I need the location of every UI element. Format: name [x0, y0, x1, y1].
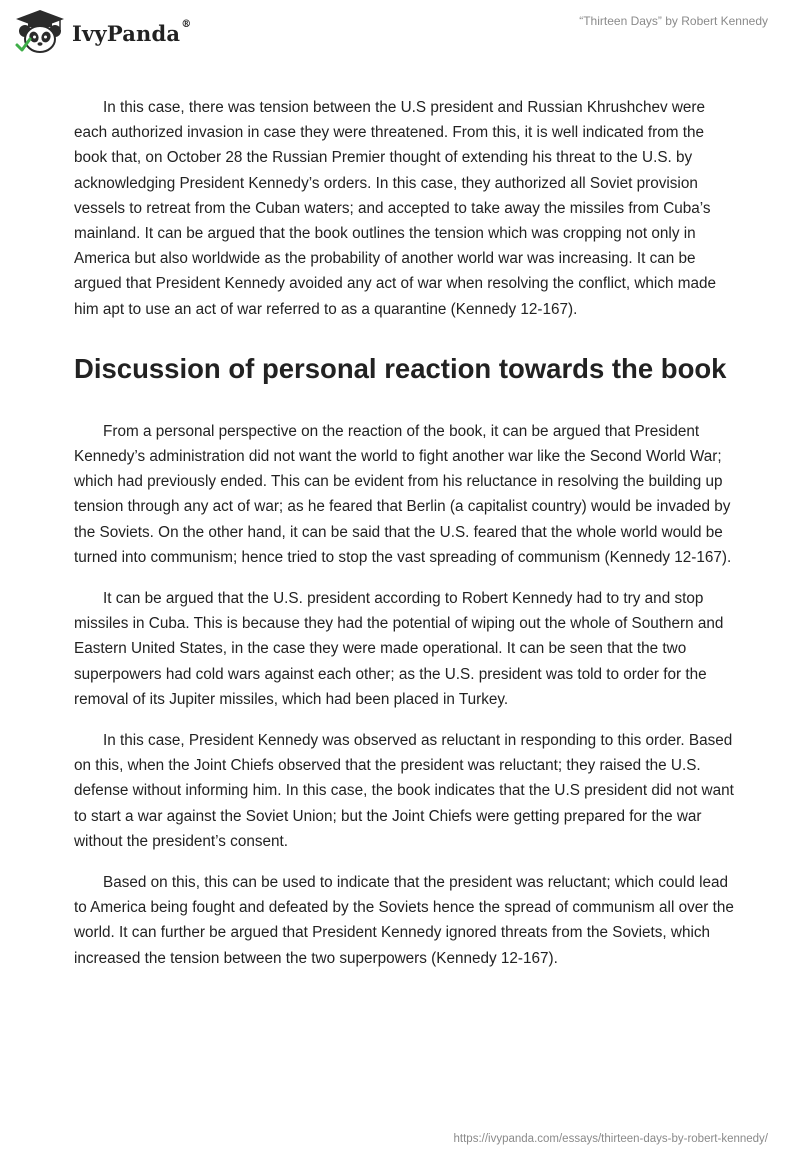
section-heading: Discussion of personal reaction towards the book	[74, 352, 727, 384]
source-url[interactable]: https://ivypanda.com/essays/thirteen-days-by-robert-kennedy/	[453, 1133, 768, 1145]
paragraph: It can be argued that the U.S. president according to Robert Kennedy had to try and stop missiles in Cuba. This is because they had the potential of wiping out the whole of Southern and Eastern United States, in the case they were made operational. It can be seen that the two superpowers had cold wars against each other; as the U.S. president was told to order for the removal of its Jupiter missiles, which had been placed in Turkey.	[74, 590, 724, 708]
paragraph: Based on this, this can be used to indicate that the president was reluctant; which could lead to America being fought and defeated by the Soviets hence the spread of communism all over the world. It can further be argued that President Kennedy ignored threats from the Soviets, which increased the tension between the two superpowers (Kennedy 12-167).	[74, 874, 734, 967]
page-header	[0, 0, 800, 70]
paragraph: In this case, President Kennedy was observed as reluctant in responding to this order. Based on this, when the Joint Chiefs observed that the president was reluctant; they raised the U.S. defense without informing him. In this case, the book indicates that the U.S president did not want to start a war against the Soviet Union; but the Joint Chiefs were getting prepared for the war without the president’s consent.	[74, 732, 734, 850]
panda-graduate-icon	[14, 9, 66, 55]
brand-name: IvyPanda®	[72, 18, 192, 46]
ivypanda-logo[interactable]	[14, 9, 191, 55]
document-title: “Thirteen Days” by Robert Kennedy	[579, 14, 768, 28]
paragraph: From a personal perspective on the reaction of the book, it can be argued that President Kennedy’s administration did not want the world to fight another war like the Second World War; which had previously ended. This can be evident from his reluctance in resolving the building up tension through any act of war; as he feared that Berlin (a capitalist country) would be invaded by the Soviets. On the other hand, it can be said that the U.S. feared that the whole world would be turned into communism; hence tried to stop the vast spreading of communism (Kennedy 12-167).	[74, 422, 732, 566]
essay-body	[74, 95, 734, 987]
paragraph: In this case, there was tension between the U.S president and Russian Khrushchev were each authorized invasion in case they were threatened. From this, it is well indicated from the book that, on October 28 the Russian Premier thought of extending his threat to the U.S. by acknowledging President Kennedy’s orders. In this case, they authorized all Soviet provision vessels to retreat from the Cuban waters; and accepted to take away the missiles from Cuba’s mainland. It can be argued that the book outlines the tension which was cropping not only in America but also worldwide as the probability of another world war was increasing. It can be argued that President Kennedy avoided any act of war when resolving the conflict, which made him apt to use an act of war referred to as a quarantine (Kennedy 12-167).	[74, 99, 716, 318]
